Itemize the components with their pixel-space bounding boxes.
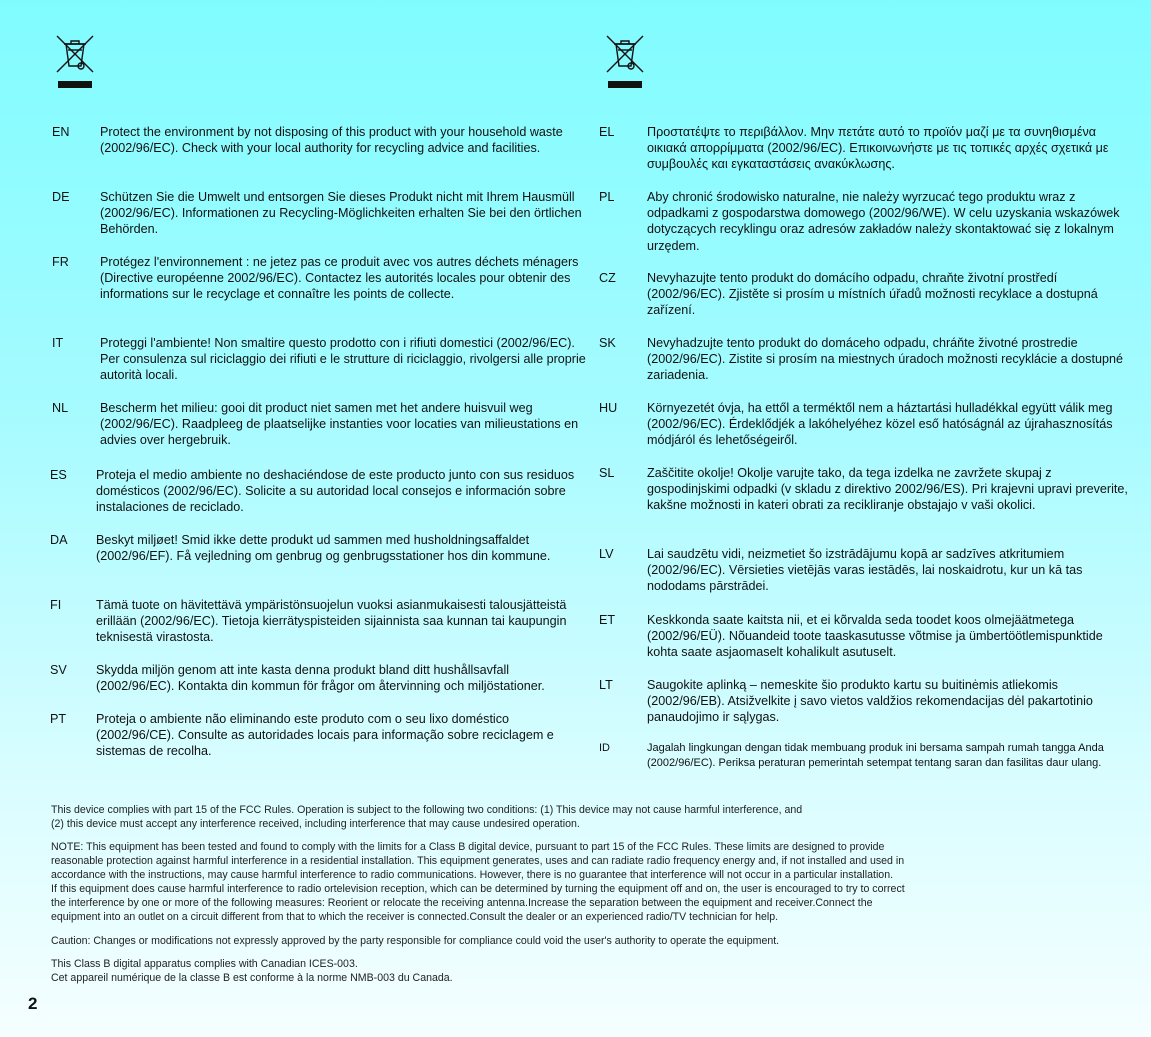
notice-text: Proteja o ambiente não eliminando este produto com o seu lixo doméstico (2002/96/CE). Consulte as autoridades locais para informação sobre reciclagem e sistemas de recolha. <box>96 712 554 759</box>
notice-text: Προστατέψτε το περιβάλλον. Μην πετάτε αυτό το προϊόν μαζί με τα συνηθισμένα οικιακά απορρίμματα (2002/96/EC). Επικοινωνήστε με τις τοπικές αρχές σχετικά με συμβουλές και εγκαταστάσεις ανακύκλωσης. <box>647 125 1109 172</box>
notice-text: Lai saudzētu vidi, neizmetiet šo izstrādājumu kopā ar sadzīves atkritumiem (2002/96/EC). Vērsieties vietējās varas iestādēs, lai noskaidrotu, kur un kā tas nododams pārstrādei. <box>647 547 1083 594</box>
language-code: EL <box>599 125 615 139</box>
fcc-line-2: (2) this device must accept any interference received, including interference that may cause undesired operation. <box>51 818 580 830</box>
note-line: equipment into an outlet on a circuit different from that to which the receiver is connected.Consult the dealer or an experienced radio/TV technician for help. <box>51 911 779 923</box>
notice-text: Bescherm het milieu: gooi dit product niet samen met het andere huisvuil weg (2002/96/EC). Raadpleeg de plaatselijke instanties voor locaties van milieustations en advies over hergebruik. <box>100 401 579 448</box>
language-code: SK <box>599 336 616 350</box>
fcc-line-1: This device complies with part 15 of the FCC Rules. Operation is subject to the following two conditions: (1) This device may not cause harmful interference, and <box>51 804 803 816</box>
notice-text: Tämä tuote on hävitettävä ympäristönsuojelun vuoksi asianmukaisesti talousjätteistä erillään (2002/96/EC). Tietoja kierrätyspisteiden sijainnista saa kunnan tai kaupungin teknisestä virastosta. <box>96 598 567 645</box>
language-code: ET <box>599 613 616 627</box>
notice-text: Nevyhazujte tento produkt do domácího odpadu, chraňte životní prostředí (2002/96/EC). Zjistěte si prosím u místních úřadů možnosti recyklace a dostupná zařízení. <box>647 271 1098 318</box>
note-line: If this equipment does cause harmful interference to radio ortelevision reception, which can be determined by turning the equipment off and on, the user is encouraged to try to correct <box>51 883 905 895</box>
caution-statement <box>51 934 1111 948</box>
language-code: FI <box>50 598 62 612</box>
language-code: DA <box>50 533 68 547</box>
notice-text: Schützen Sie die Umwelt und entsorgen Sie dieses Produkt nicht mit Ihrem Hausmüll (2002/96/EC). Informationen zu Recycling-Möglichkeiten erhalten Sie bei den örtlichen Behörden. <box>100 190 582 237</box>
notice-text: Keskkonda saate kaitsta nii, et ei kõrvalda seda toodet koos olmejäätmetega (2002/96/EÜ). Nõuandeid toote taaskasutusse võtmise ja ümbertöötlemispunktide kohta saate asjaomaselt kohalikult asutuselt. <box>647 613 1103 660</box>
caution-text: Caution: Changes or modifications not expressly approved by the party responsible for compliance could void the user's authority to operate the equipment. <box>51 935 780 947</box>
notice-text: Proteja el medio ambiente no deshaciéndose de este producto junto con sus residuos domésticos (2002/96/EC). Solicite a su autoridad local consejos e información sobre instalaciones de reciclado. <box>96 468 575 515</box>
page-number: 2 <box>28 994 38 1013</box>
notice-text: Protect the environment by not disposing of this product with your household waste (2002/96/EC). Check with your local authority for recycling advice and facilities. <box>100 125 563 156</box>
language-code: ID <box>599 742 610 754</box>
canada-fr-text: Cet appareil numérique de la classe B est conforme à la norme NMB-003 du Canada. <box>51 972 453 984</box>
notice-text: Jagalah lingkungan dengan tidak membuang produk ini bersama sampah rumah tangga Anda (2002/96/EC). Periksa peraturan pemerintah setempat tentang saran dan fasilitas daur ulang. <box>647 742 1104 769</box>
language-code: PT <box>50 712 67 726</box>
language-code: IT <box>52 336 64 350</box>
language-code: CZ <box>599 271 616 285</box>
notice-text: Aby chronić środowisko naturalne, nie należy wyrzucać tego produktu wraz z odpadkami z gospodarstwa domowego (2002/96/WE). W celu uzyskania wskazówek dotyczących recyklingu oraz adresów zakładów należy skontaktować się z lokalnym urzędem. <box>647 190 1120 253</box>
notice-text: Környezetét óvja, ha ettől a terméktől nem a háztartási hulladékkal együtt válik meg (2002/96/EC). Érdeklődjék a lakóhelyéhez közel eső hatóságnál az újrahasznosítás módjáról és lehetőségeiről. <box>647 401 1113 448</box>
language-code: ES <box>50 468 67 482</box>
weee-crossed-bin-icon <box>604 32 648 92</box>
language-code: FR <box>52 255 69 269</box>
note-line: reasonable protection against harmful interference in a residential installation. This equipment generates, uses and can radiate radio frequency energy and, if not installed and used in <box>51 855 905 867</box>
language-code: LT <box>599 678 613 692</box>
notice-text: Saugokite aplinką – nemeskite šio produkto kartu su buitinėmis atliekomis (2002/96/EB). Atsižvelkite į savo vietos valdžios rekomendacijas dėl pakartotinio panaudojimo ir sąlygas. <box>647 678 1093 725</box>
language-code: SL <box>599 466 615 480</box>
language-code: DE <box>52 190 70 204</box>
language-code: HU <box>599 401 618 415</box>
notice-text: Beskyt miljøet! Smid ikke dette produkt ud sammen med husholdningsaffaldet (2002/96/EF). Få vejledning om genbrug og genbrugsstationer hos din kommune. <box>96 533 551 564</box>
notice-text: Nevyhadzujte tento produkt do domáceho odpadu, chráňte životné prostredie (2002/96/EC). Zistite si prosím na miestnych úradoch možnosti recyklácie a dostupné zariadenia. <box>647 336 1123 383</box>
notice-text: Proteggi l'ambiente! Non smaltire questo prodotto con i rifiuti domestici (2002/96/EC). Per consulenza sul riciclaggio dei rifiuti e le strutture di riciclaggio, rivolgersi alle proprie autorità locali. <box>100 336 586 383</box>
note-line: NOTE: This equipment has been tested and found to comply with the limits for a Class B digital device, pursuant to part 15 of the FCC Rules. These limits are designed to provide <box>51 841 885 853</box>
note-line: the interference by one or more of the following measures: Reorient or relocate the receiving antenna.Increase the separation between the equipment and receiver.Connect the <box>51 897 873 909</box>
language-code: SV <box>50 663 67 677</box>
language-code: PL <box>599 190 615 204</box>
weee-crossed-bin-icon <box>54 32 98 92</box>
note-line: accordance with the instructions, may cause harmful interference to radio communications. However, there is no guarantee that interference will not occur in a particular installation. <box>51 869 894 881</box>
notice-text: Skydda miljön genom att inte kasta denna produkt bland ditt hushållsavfall (2002/96/EC). Kontakta din kommun för frågor om återvinning och miljöstationer. <box>96 663 545 694</box>
notice-text: Protégez l'environnement : ne jetez pas ce produit avec vos autres déchets ménagers (Directive européenne 2002/96/EC). Contactez les autorités locales pour obtenir des informations sur le recyclage et connaître les points de collecte. <box>100 255 579 302</box>
fcc-statement <box>51 803 1111 831</box>
notice-text: Zaščitite okolje! Okolje varujte tako, da tega izdelka ne zavržete skupaj z gospodinjskimi odpadki (v skladu z direktivo 2002/96/ES). Pri krajevni upravi preverite, kakšne možnosti in kateri obrati za recikliranje obstajajo v vaši okolici. <box>647 466 1128 513</box>
canada-statement <box>51 957 1111 985</box>
language-code: EN <box>52 125 70 139</box>
language-code: NL <box>52 401 69 415</box>
language-code: LV <box>599 547 614 561</box>
canada-en-text: This Class B digital apparatus complies with Canadian ICES-003. <box>51 958 358 970</box>
fcc-note <box>51 840 1111 924</box>
